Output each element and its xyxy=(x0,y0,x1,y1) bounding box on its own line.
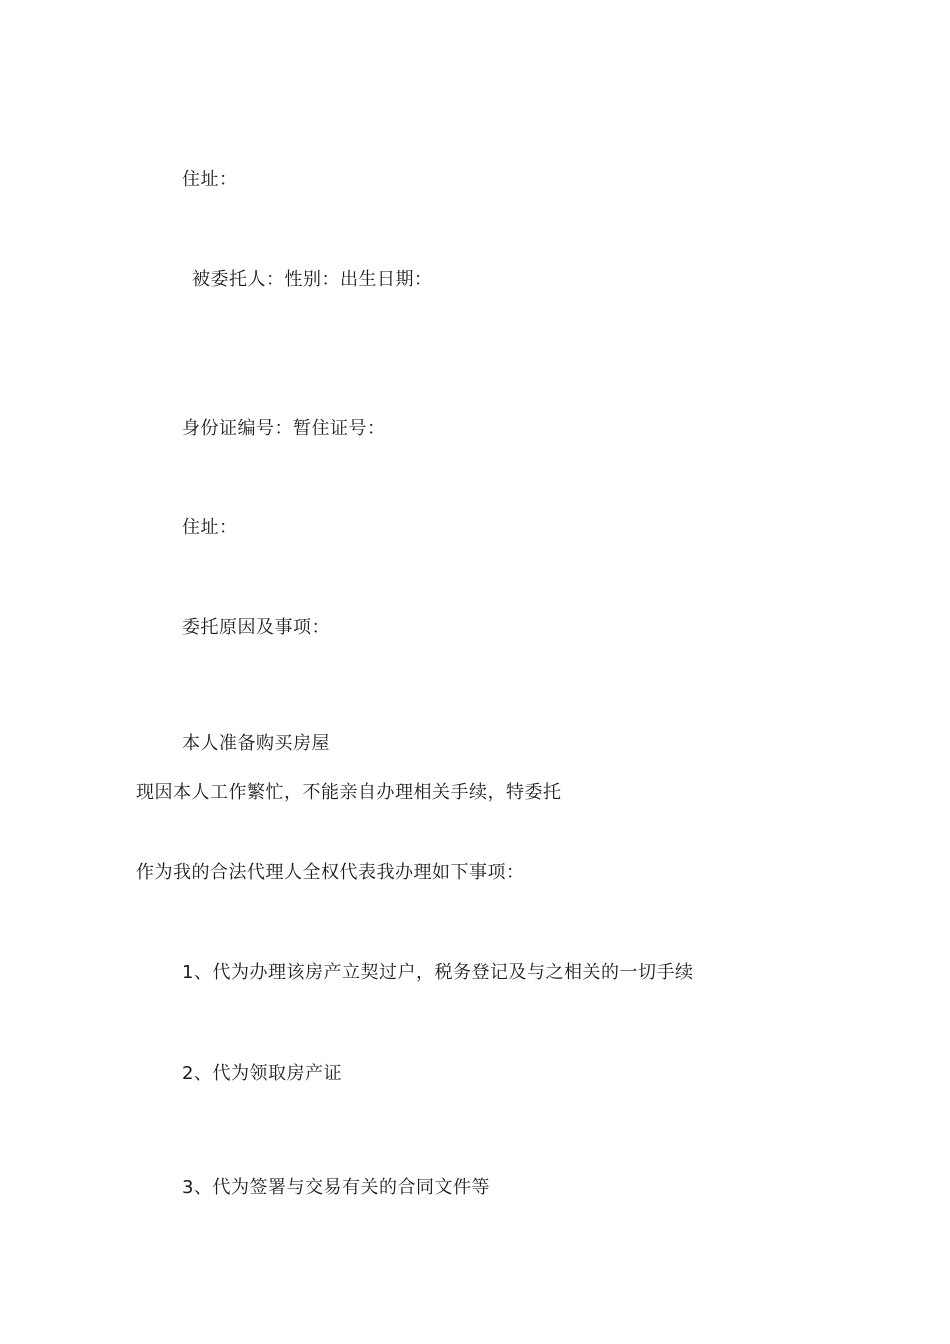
address-label-1: 住址： xyxy=(182,169,238,190)
entrust-reason-heading: 委托原因及事项： xyxy=(182,617,330,638)
item-3: 3、代为签署与交易有关的合同文件等 xyxy=(182,1177,490,1198)
purchase-statement: 本人准备购买房屋 xyxy=(182,733,330,754)
id-number-line: 身份证编号：暂住证号： xyxy=(182,418,386,439)
agent-statement: 作为我的合法代理人全权代表我办理如下事项： xyxy=(136,862,525,883)
item-2: 2、代为领取房产证 xyxy=(182,1063,342,1084)
trustee-info-line: 被委托人：性别：出生日期： xyxy=(192,269,433,290)
address-label-2: 住址： xyxy=(182,517,238,538)
reason-statement: 现因本人工作繁忙，不能亲自办理相关手续，特委托 xyxy=(136,782,562,803)
item-1: 1、代为办理该房产立契过户，税务登记及与之相关的一切手续 xyxy=(182,962,694,983)
